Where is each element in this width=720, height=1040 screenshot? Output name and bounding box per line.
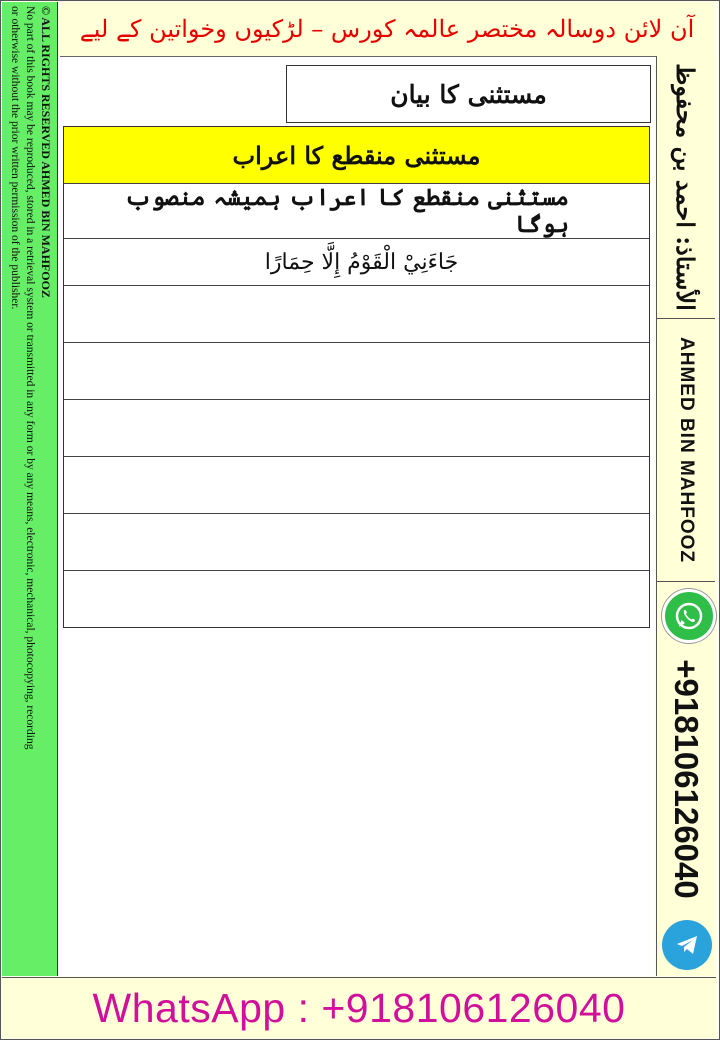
teacher-name: الأستاذ: احمد بن محفوظ bbox=[671, 63, 701, 311]
blank-row-6 bbox=[64, 570, 649, 627]
example-text: جَاءَنِيْ الْقَوْمُ إِلَّا حِمَارًا bbox=[264, 249, 459, 275]
copyright-notice-2: or otherwise without the prior written permission of the publisher. bbox=[9, 6, 21, 310]
example-row bbox=[64, 238, 649, 285]
whatsapp-footer bbox=[2, 977, 716, 1038]
blank-row-4 bbox=[64, 456, 649, 513]
blank-row-2 bbox=[64, 342, 649, 399]
blank-row-1 bbox=[64, 285, 649, 342]
copyright-strip bbox=[2, 2, 58, 976]
copyright-text bbox=[6, 6, 53, 972]
teacher-panel bbox=[657, 56, 715, 319]
course-title: آن لائن دوسالہ مختصر عالمہ کورس – لڑکیوں وخواتین کے لیے bbox=[79, 15, 695, 43]
author-name: AHMED BIN MAHFOOZ bbox=[676, 337, 697, 563]
lesson-title-box bbox=[286, 65, 651, 123]
whatsapp-contact-text[interactable]: WhatsApp : +918106126040 bbox=[92, 984, 626, 1031]
course-header bbox=[60, 2, 714, 57]
blank-row-3 bbox=[64, 399, 649, 456]
telegram-icon[interactable] bbox=[662, 920, 712, 970]
section-heading-row bbox=[64, 127, 649, 183]
worksheet-table bbox=[63, 126, 650, 628]
rule-text: مستثنی منقطع کا اعراب ہمیشہ منصوب ہوگا bbox=[124, 184, 569, 238]
contact-sidebar bbox=[656, 56, 715, 976]
phone-number-text: +918106126040 bbox=[668, 659, 705, 899]
author-panel bbox=[657, 319, 715, 582]
worksheet-area bbox=[58, 57, 655, 976]
rule-row bbox=[64, 183, 649, 238]
phone-number-vertical bbox=[657, 644, 715, 914]
copyright-heading: © ALL RIGHTS RESERVED AHMED BIN MAHFOOZ bbox=[39, 6, 53, 298]
copyright-notice-1: No part of this book may be reproduced, stored in a retrieval system or transmitted in any form or by any means, electronic, mechanical, photocopying, recording bbox=[24, 6, 36, 750]
lesson-title: مستثنی کا بیان bbox=[390, 79, 547, 109]
section-heading: مستثنی منقطع کا اعراب bbox=[232, 140, 481, 170]
whatsapp-icon[interactable] bbox=[662, 589, 716, 643]
blank-row-5 bbox=[64, 513, 649, 570]
